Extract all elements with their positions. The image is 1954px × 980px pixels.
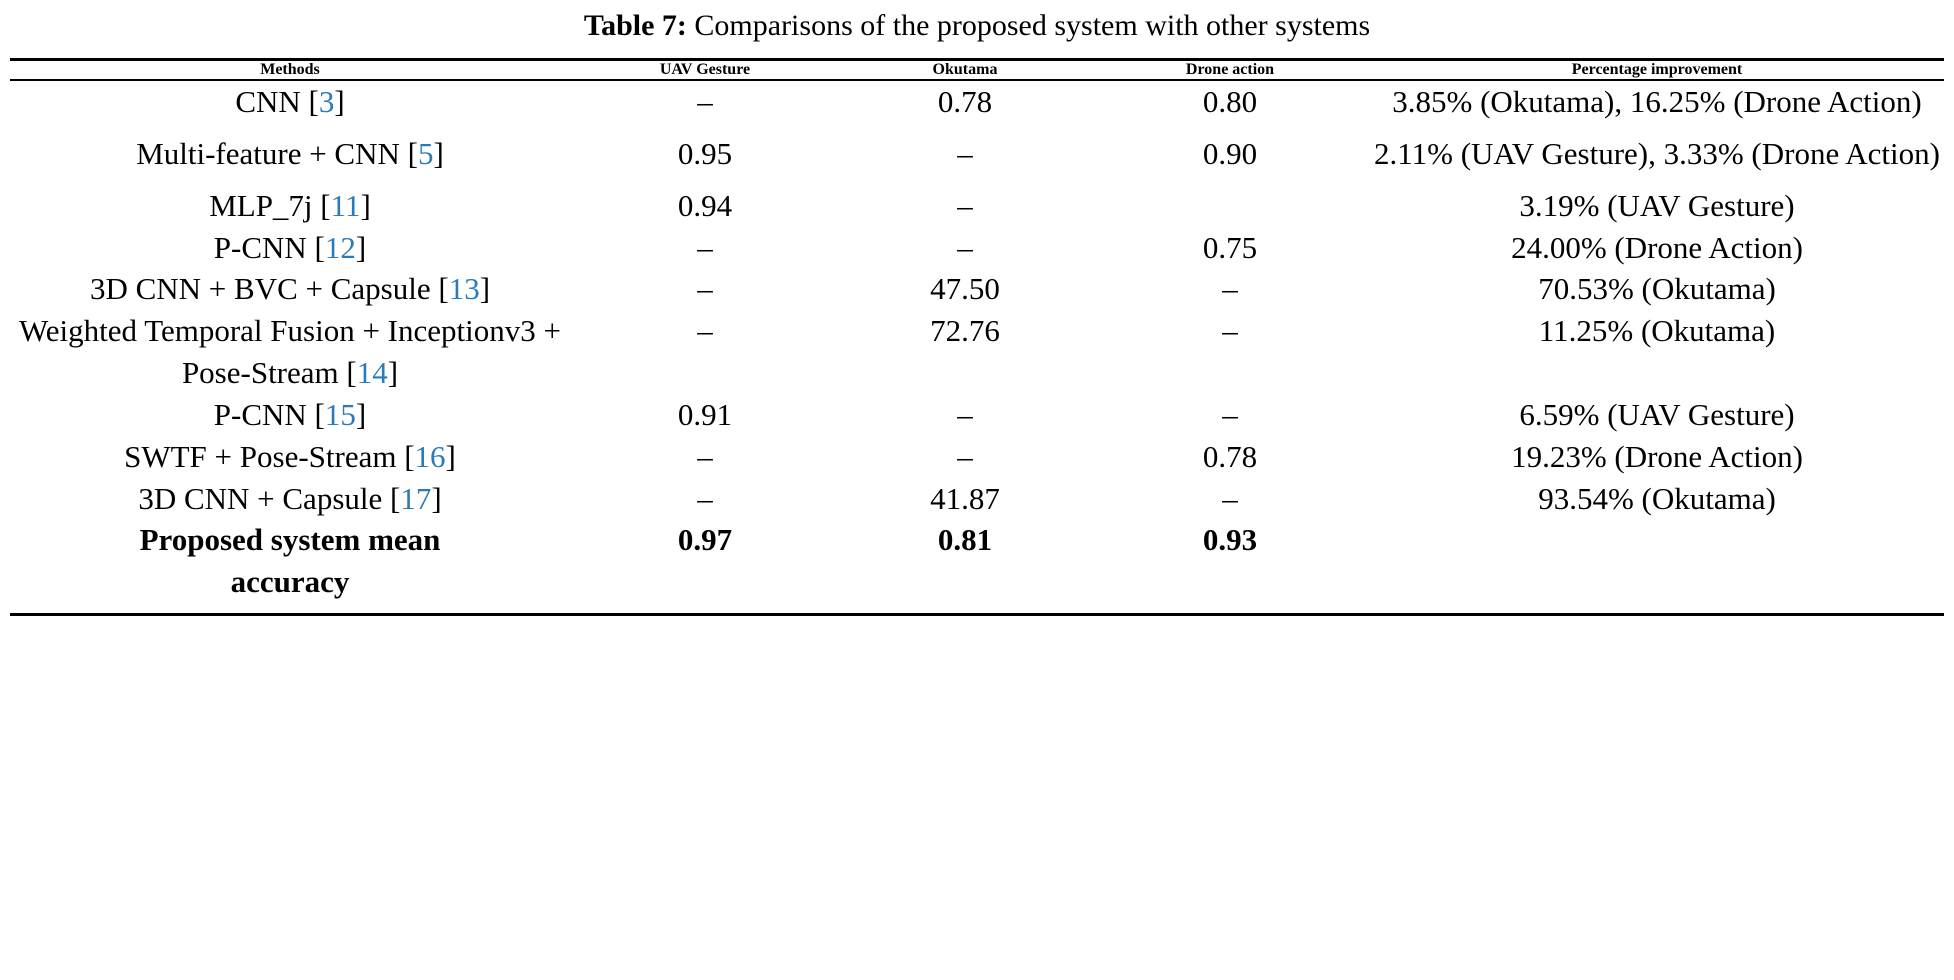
cell-drone: 0.90 (1202, 135, 1258, 171)
table-caption (10, 0, 1944, 58)
cell-okutama: – (957, 438, 973, 474)
cell-method (10, 310, 570, 394)
method-name: 3D CNN + Capsule [ (138, 480, 401, 516)
method-tail: ] (355, 396, 367, 432)
cell-drone: – (1222, 480, 1238, 516)
method-tail: ] (433, 135, 444, 171)
method-name: CNN [ (235, 84, 319, 119)
cell-uav: 0.97 (677, 522, 733, 558)
cell-percentage: 6.59% (UAV Gesture) (1519, 396, 1795, 432)
cell-method (10, 227, 570, 269)
cell-drone: 0.80 (1202, 84, 1258, 119)
method-tail: ] (479, 271, 491, 307)
cell-drone: 0.93 (1202, 522, 1258, 558)
method-tail: ] (355, 229, 367, 265)
cell-drone: – (1222, 271, 1238, 307)
column-header-okutama: Okutama (932, 61, 998, 78)
cell-drone: 0.78 (1202, 438, 1258, 474)
column-header-methods: Methods (260, 61, 320, 78)
cell-uav: 0.94 (677, 187, 733, 223)
cell-method (10, 133, 570, 175)
table-row (10, 227, 1944, 269)
citation-ref[interactable]: 5 (417, 135, 434, 171)
table-header-row (10, 61, 1944, 80)
cell-drone: 0.75 (1202, 229, 1258, 265)
cell-okutama: – (957, 187, 973, 223)
cell-method (10, 81, 570, 123)
cell-okutama: – (957, 135, 973, 171)
cell-percentage: 70.53% (Okutama) (1538, 271, 1776, 307)
method-name: SWTF + Pose-Stream [ (124, 438, 415, 474)
cell-uav: – (697, 313, 713, 349)
method-tail: ] (445, 438, 456, 474)
row-spacer (10, 123, 1944, 133)
method-name: Weighted Temporal Fusion + Inceptionv3 + Pose-Stream [ (18, 313, 561, 391)
cell-okutama: 0.81 (937, 522, 993, 558)
table-row (10, 133, 1944, 175)
table-row (10, 394, 1944, 436)
cell-method (10, 519, 570, 603)
cell-percentage: 2.11% (UAV Gesture), 3.33% (Drone Action) (1374, 135, 1940, 171)
cell-method (10, 394, 570, 436)
citation-ref[interactable]: 13 (448, 271, 480, 307)
table-row (10, 436, 1944, 478)
cell-percentage: 19.23% (Drone Action) (1511, 438, 1803, 474)
table-row (10, 268, 1944, 310)
citation-ref[interactable]: 12 (324, 229, 356, 265)
table-row-proposed (10, 519, 1944, 603)
cell-okutama: – (957, 396, 973, 432)
method-tail: ] (387, 355, 399, 391)
cell-method (10, 185, 570, 227)
cell-okutama: 47.50 (930, 271, 1000, 307)
cell-drone (1090, 185, 1370, 227)
cell-drone: – (1222, 396, 1238, 432)
table-row (10, 478, 1944, 520)
citation-ref[interactable]: 11 (330, 187, 361, 223)
cell-method (10, 268, 570, 310)
table-row (10, 185, 1944, 227)
table-row (10, 81, 1944, 123)
cell-uav: – (697, 229, 713, 265)
table-row (10, 310, 1944, 394)
method-name: 3D CNN + BVC + Capsule [ (89, 271, 449, 307)
cell-okutama: 72.76 (930, 313, 1000, 349)
rule-bottom (10, 615, 1944, 617)
method-name: Multi-feature + CNN [ (136, 135, 418, 171)
method-name: MLP_7j [ (209, 187, 331, 223)
citation-ref[interactable]: 17 (400, 480, 432, 516)
citation-ref[interactable]: 16 (414, 438, 446, 474)
cell-percentage: 3.85% (Okutama), 16.25% (Drone Action) (1392, 84, 1922, 119)
method-tail: ] (334, 84, 345, 119)
cell-percentage: 11.25% (Okutama) (1538, 313, 1776, 349)
comparison-table (10, 58, 1944, 616)
cell-uav: – (697, 84, 713, 119)
cell-percentage: 24.00% (Drone Action) (1511, 229, 1803, 265)
cell-uav: – (697, 271, 713, 307)
cell-drone: – (1222, 313, 1238, 349)
cell-method (10, 436, 570, 478)
citation-ref[interactable]: 3 (318, 84, 335, 119)
method-name: P-CNN [ (213, 229, 325, 265)
citation-ref[interactable]: 15 (324, 396, 356, 432)
cell-uav: – (697, 480, 713, 516)
cell-uav: – (697, 438, 713, 474)
row-spacer (10, 175, 1944, 185)
cell-uav: 0.95 (677, 135, 733, 171)
row-spacer (10, 603, 1944, 615)
cell-percentage (1370, 519, 1944, 603)
column-header-percentage-improvement: Percentage improvement (1571, 61, 1743, 78)
caption-text: Comparisons of the proposed system with other systems (694, 9, 1371, 42)
method-name: Proposed system mean accuracy (139, 522, 441, 600)
citation-ref[interactable]: 14 (356, 355, 388, 391)
cell-uav: 0.91 (677, 396, 733, 432)
cell-okutama: – (957, 229, 973, 265)
column-header-drone-action: Drone action (1185, 61, 1275, 78)
method-tail: ] (360, 187, 371, 223)
cell-percentage: 3.19% (UAV Gesture) (1519, 187, 1795, 223)
cell-okutama: 41.87 (930, 480, 1000, 516)
column-header-uav-gesture: UAV Gesture (659, 61, 751, 78)
cell-okutama: 0.78 (937, 84, 993, 119)
cell-percentage: 93.54% (Okutama) (1538, 480, 1776, 516)
method-name: P-CNN [ (213, 396, 325, 432)
caption-label: Table 7: (583, 9, 687, 42)
method-tail: ] (431, 480, 442, 516)
cell-method (10, 478, 570, 520)
